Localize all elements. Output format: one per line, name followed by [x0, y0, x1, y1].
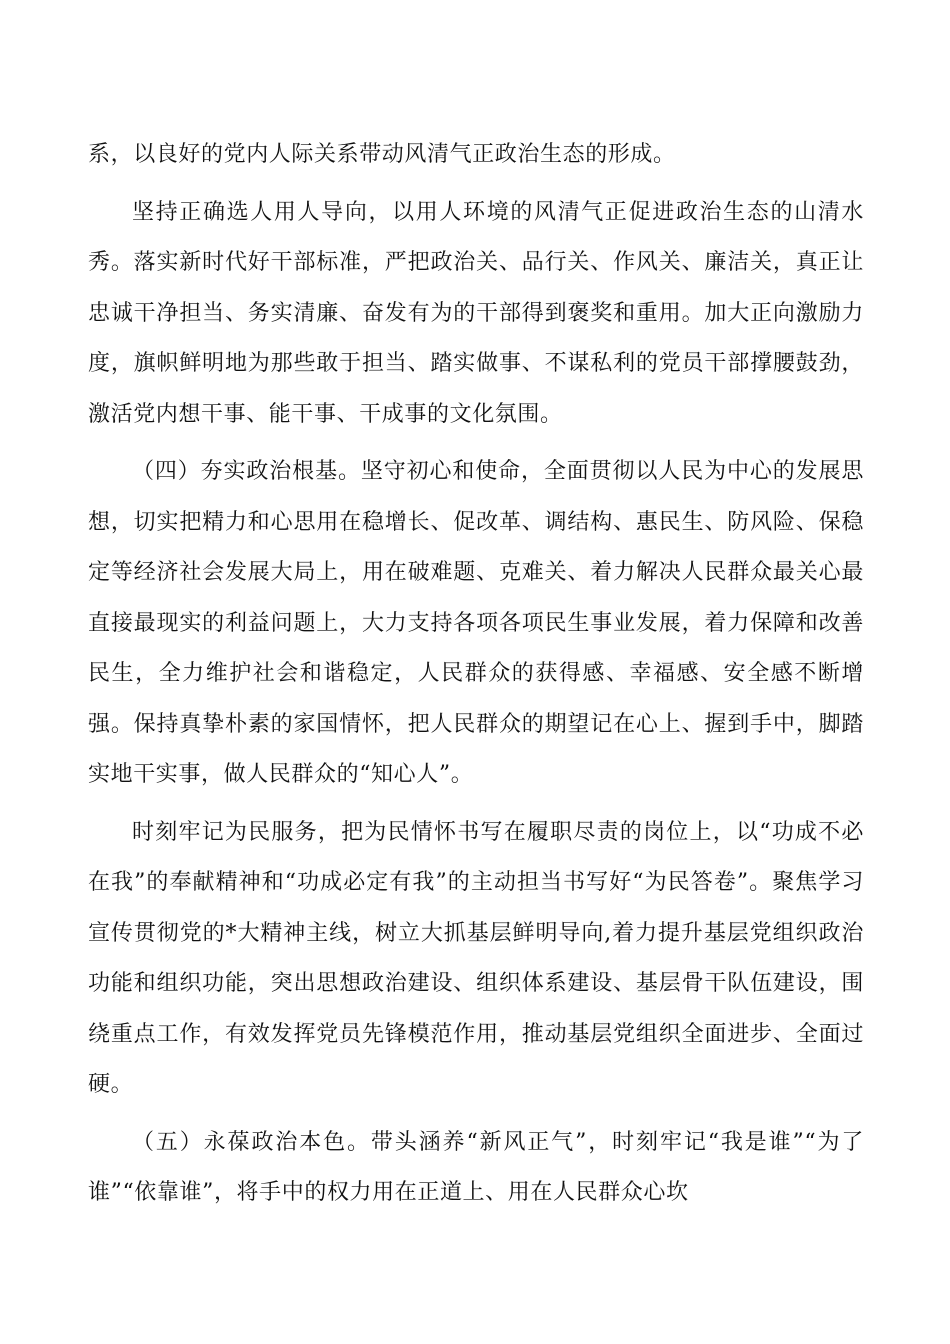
paragraph-1: 系，以良好的党内人际关系带动风清气正政治生态的形成。	[88, 142, 676, 167]
paragraph-5: （五）永葆政治本色。带头涵养“新风正气”，时刻牢记“我是谁”“为了谁”“依靠谁”，将手中的权力用在正道上、用在人民群众心坎	[88, 1129, 864, 1205]
document-body	[88, 130, 864, 1219]
paragraph-4: 时刻牢记为民服务，把为民情怀书写在履职尽责的岗位上，以“功成不必在我”的奉献精神和“功成必定有我”的主动担当书写好“为民答卷”。聚焦学习宣传贯彻党的*大精神主线，树立大抓基层鲜明导向,着力提升基层党组织政治功能和组织功能，突出思想政治建设、组织体系建设、基层骨干队伍建设，围绕重点工作，有效发挥党员先锋模范作用，推动基层党组织全面进步、全面过硬。	[88, 819, 864, 1097]
paragraph-2: 坚持正确选人用人导向，以用人环境的风清气正促进政治生态的山清水秀。落实新时代好干部标准，严把政治关、品行关、作风关、廉洁关，真正让忠诚干净担当、务实清廉、奋发有为的干部得到褒奖和重用。加大正向激励力度，旗帜鲜明地为那些敢于担当、踏实做事、不谋私利的党员干部撑腰鼓劲，激活党内想干事、能干事、干成事的文化氛围。	[88, 199, 864, 427]
paragraph-3: （四）夯实政治根基。坚守初心和使命，全面贯彻以人民为中心的发展思想，切实把精力和心思用在稳增长、促改革、调结构、惠民生、防风险、保稳定等经济社会发展大局上，用在破难题、克难关、着力解决人民群众最关心最直接最现实的利益问题上，大力支持各项各项民生事业发展，着力保障和改善民生，全力维护社会和谐稳定，人民群众的获得感、幸福感、安全感不断增强。保持真挚朴素的家国情怀，把人民群众的期望记在心上、握到手中，脚踏实地干实事，做人民群众的“知心人”。	[88, 459, 864, 787]
